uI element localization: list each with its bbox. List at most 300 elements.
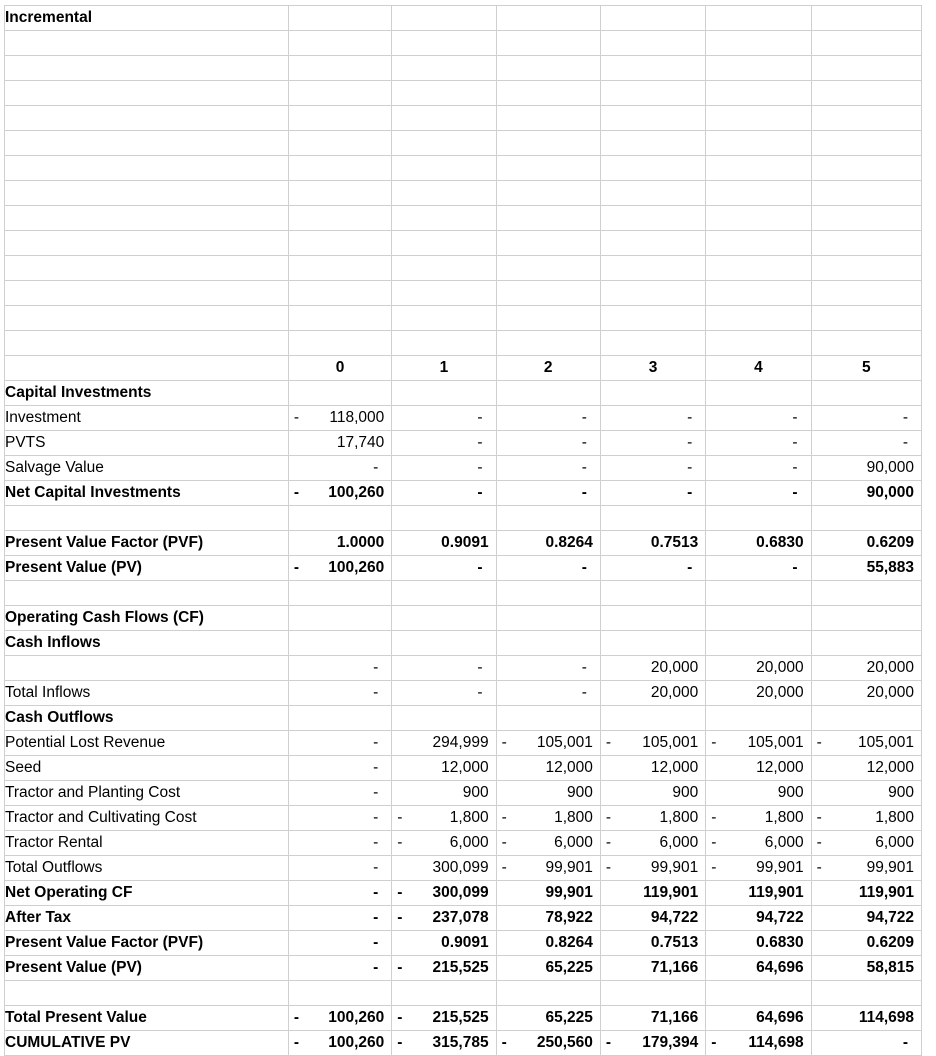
zero-value-cell[interactable] bbox=[288, 781, 391, 806]
empty-cell[interactable] bbox=[706, 231, 811, 256]
cell-value: - bbox=[792, 559, 798, 576]
row-label-empty[interactable] bbox=[5, 356, 289, 381]
empty-cell[interactable] bbox=[496, 306, 600, 331]
empty-cell[interactable] bbox=[811, 381, 921, 406]
zero-value-cell[interactable] bbox=[706, 481, 811, 506]
value-cell[interactable] bbox=[811, 856, 921, 881]
empty-cell[interactable] bbox=[706, 181, 811, 206]
empty-cell[interactable] bbox=[496, 706, 600, 731]
empty-cell[interactable] bbox=[811, 631, 921, 656]
value-cell[interactable] bbox=[706, 806, 811, 831]
empty-cell[interactable] bbox=[496, 231, 600, 256]
row-label[interactable]: Total Inflows bbox=[5, 681, 289, 706]
value-cell[interactable] bbox=[706, 781, 811, 806]
value-cell[interactable] bbox=[600, 656, 705, 681]
value-cell[interactable] bbox=[392, 1006, 496, 1031]
value-cell[interactable] bbox=[706, 656, 811, 681]
empty-cell[interactable] bbox=[496, 206, 600, 231]
zero-value-cell[interactable] bbox=[288, 656, 391, 681]
empty-cell[interactable] bbox=[496, 506, 600, 531]
empty-cell[interactable] bbox=[392, 206, 496, 231]
value-cell[interactable] bbox=[392, 881, 496, 906]
zero-value-cell[interactable] bbox=[811, 1031, 921, 1056]
empty-cell[interactable] bbox=[600, 306, 705, 331]
empty-cell[interactable] bbox=[5, 206, 289, 231]
value-cell[interactable] bbox=[288, 556, 391, 581]
empty-cell[interactable] bbox=[706, 81, 811, 106]
value-cell[interactable] bbox=[496, 781, 600, 806]
empty-cell[interactable] bbox=[288, 306, 391, 331]
value-cell[interactable] bbox=[706, 906, 811, 931]
value-cell[interactable] bbox=[811, 781, 921, 806]
zero-value-cell[interactable] bbox=[392, 431, 496, 456]
period-header-cell[interactable] bbox=[706, 356, 811, 381]
empty-cell[interactable] bbox=[496, 281, 600, 306]
zero-value-cell[interactable] bbox=[392, 556, 496, 581]
empty-cell[interactable] bbox=[496, 156, 600, 181]
empty-cell[interactable] bbox=[392, 106, 496, 131]
row-label[interactable]: Tractor Rental bbox=[5, 831, 289, 856]
empty-cell[interactable] bbox=[392, 231, 496, 256]
empty-cell[interactable] bbox=[5, 106, 289, 131]
empty-cell[interactable] bbox=[496, 81, 600, 106]
empty-cell[interactable] bbox=[288, 106, 391, 131]
empty-cell[interactable] bbox=[288, 506, 391, 531]
empty-cell[interactable] bbox=[811, 206, 921, 231]
value-cell[interactable] bbox=[811, 456, 921, 481]
empty-cell[interactable] bbox=[706, 31, 811, 56]
empty-cell[interactable] bbox=[288, 281, 391, 306]
zero-value-cell[interactable] bbox=[392, 656, 496, 681]
value-cell[interactable] bbox=[496, 931, 600, 956]
empty-cell[interactable] bbox=[811, 606, 921, 631]
empty-cell[interactable] bbox=[392, 181, 496, 206]
value-cell[interactable] bbox=[600, 531, 705, 556]
empty-cell[interactable] bbox=[496, 31, 600, 56]
empty-cell[interactable] bbox=[392, 56, 496, 81]
value-cell[interactable] bbox=[288, 481, 391, 506]
row-label[interactable]: Capital Investments bbox=[5, 381, 289, 406]
zero-value-cell[interactable] bbox=[496, 456, 600, 481]
empty-cell[interactable] bbox=[600, 81, 705, 106]
empty-cell[interactable] bbox=[496, 631, 600, 656]
zero-value-cell[interactable] bbox=[811, 406, 921, 431]
empty-cell[interactable] bbox=[288, 6, 391, 31]
row-label[interactable]: Tractor and Planting Cost bbox=[5, 781, 289, 806]
zero-value-cell[interactable] bbox=[496, 656, 600, 681]
empty-cell[interactable] bbox=[706, 606, 811, 631]
value-cell[interactable] bbox=[811, 906, 921, 931]
value-cell[interactable] bbox=[496, 956, 600, 981]
empty-cell[interactable] bbox=[811, 281, 921, 306]
empty-cell[interactable] bbox=[706, 256, 811, 281]
zero-value-cell[interactable] bbox=[496, 431, 600, 456]
empty-cell[interactable] bbox=[600, 706, 705, 731]
cell-value: 0.8264 bbox=[545, 934, 593, 951]
empty-cell[interactable] bbox=[600, 281, 705, 306]
zero-value-cell[interactable] bbox=[496, 556, 600, 581]
row-label[interactable]: Total Outflows bbox=[5, 856, 289, 881]
value-cell[interactable] bbox=[496, 831, 600, 856]
empty-cell[interactable] bbox=[5, 181, 289, 206]
empty-cell[interactable] bbox=[811, 56, 921, 81]
empty-cell[interactable] bbox=[706, 581, 811, 606]
empty-cell[interactable] bbox=[5, 256, 289, 281]
empty-cell[interactable] bbox=[811, 106, 921, 131]
period-header-cell[interactable] bbox=[496, 356, 600, 381]
value-cell[interactable] bbox=[392, 906, 496, 931]
row-label[interactable]: Potential Lost Revenue bbox=[5, 731, 289, 756]
value-cell[interactable] bbox=[811, 531, 921, 556]
cell-value: 20,000 bbox=[866, 684, 914, 701]
zero-value-cell[interactable] bbox=[392, 406, 496, 431]
row-label[interactable]: Seed bbox=[5, 756, 289, 781]
cell-value: - bbox=[373, 859, 379, 876]
value-cell[interactable] bbox=[288, 1006, 391, 1031]
value-cell[interactable] bbox=[706, 531, 811, 556]
zero-value-cell[interactable] bbox=[600, 431, 705, 456]
zero-value-cell[interactable] bbox=[288, 881, 391, 906]
empty-cell[interactable] bbox=[706, 706, 811, 731]
empty-cell[interactable] bbox=[5, 281, 289, 306]
zero-value-cell[interactable] bbox=[288, 956, 391, 981]
value-cell[interactable] bbox=[706, 731, 811, 756]
empty-cell[interactable] bbox=[811, 81, 921, 106]
empty-cell[interactable] bbox=[600, 581, 705, 606]
zero-value-cell[interactable] bbox=[600, 456, 705, 481]
value-cell[interactable] bbox=[496, 1006, 600, 1031]
row-label[interactable]: After Tax bbox=[5, 906, 289, 931]
empty-cell[interactable] bbox=[600, 56, 705, 81]
empty-cell[interactable] bbox=[600, 981, 705, 1006]
empty-cell[interactable] bbox=[811, 256, 921, 281]
zero-value-cell[interactable] bbox=[392, 681, 496, 706]
value-cell[interactable] bbox=[392, 731, 496, 756]
empty-cell[interactable] bbox=[600, 156, 705, 181]
empty-cell[interactable] bbox=[811, 581, 921, 606]
empty-cell[interactable] bbox=[600, 181, 705, 206]
empty-cell[interactable] bbox=[5, 156, 289, 181]
empty-cell[interactable] bbox=[496, 981, 600, 1006]
empty-cell[interactable] bbox=[706, 631, 811, 656]
empty-cell[interactable] bbox=[496, 581, 600, 606]
value-cell[interactable] bbox=[811, 556, 921, 581]
row-label[interactable]: Incremental bbox=[5, 6, 289, 31]
value-cell[interactable] bbox=[811, 881, 921, 906]
empty-cell[interactable] bbox=[392, 506, 496, 531]
row-label[interactable]: Investment bbox=[5, 406, 289, 431]
period-header-cell[interactable] bbox=[392, 356, 496, 381]
empty-cell[interactable] bbox=[600, 131, 705, 156]
value-cell[interactable] bbox=[706, 681, 811, 706]
empty-cell[interactable] bbox=[392, 381, 496, 406]
value-cell[interactable] bbox=[392, 1031, 496, 1056]
empty-cell[interactable] bbox=[288, 131, 391, 156]
row-label[interactable]: Operating Cash Flows (CF) bbox=[5, 606, 289, 631]
empty-cell[interactable] bbox=[811, 231, 921, 256]
zero-value-cell[interactable] bbox=[288, 831, 391, 856]
value-cell[interactable] bbox=[811, 656, 921, 681]
empty-cell[interactable] bbox=[811, 181, 921, 206]
zero-value-cell[interactable] bbox=[392, 481, 496, 506]
empty-cell[interactable] bbox=[288, 581, 391, 606]
empty-cell[interactable] bbox=[706, 106, 811, 131]
value-cell[interactable] bbox=[392, 781, 496, 806]
zero-value-cell[interactable] bbox=[288, 731, 391, 756]
empty-cell[interactable] bbox=[288, 156, 391, 181]
empty-cell[interactable] bbox=[706, 6, 811, 31]
operating-cash-flows-section bbox=[5, 606, 922, 631]
empty-cell[interactable] bbox=[600, 231, 705, 256]
row-label[interactable]: Present Value (PV) bbox=[5, 956, 289, 981]
zero-value-cell[interactable] bbox=[288, 806, 391, 831]
zero-value-cell[interactable] bbox=[706, 456, 811, 481]
value-cell[interactable] bbox=[706, 856, 811, 881]
value-cell[interactable] bbox=[288, 531, 391, 556]
row-label[interactable]: Present Value Factor (PVF) bbox=[5, 931, 289, 956]
row-label[interactable]: Net Capital Investments bbox=[5, 481, 289, 506]
value-cell[interactable] bbox=[288, 406, 391, 431]
empty-cell[interactable] bbox=[496, 106, 600, 131]
cell-value: 20,000 bbox=[650, 684, 699, 701]
value-cell[interactable] bbox=[392, 856, 496, 881]
empty-cell[interactable] bbox=[811, 6, 921, 31]
empty-cell[interactable] bbox=[288, 231, 391, 256]
value-cell[interactable] bbox=[706, 1031, 811, 1056]
empty-cell[interactable] bbox=[392, 581, 496, 606]
row-label-empty[interactable] bbox=[5, 581, 289, 606]
empty-cell[interactable] bbox=[392, 281, 496, 306]
row-label[interactable]: Total Present Value bbox=[5, 1006, 289, 1031]
row-label[interactable]: Net Operating CF bbox=[5, 881, 289, 906]
empty-cell[interactable] bbox=[811, 156, 921, 181]
zero-value-cell[interactable] bbox=[811, 431, 921, 456]
value-cell[interactable] bbox=[600, 931, 705, 956]
zero-value-cell[interactable] bbox=[288, 456, 391, 481]
row-label[interactable]: CUMULATIVE PV bbox=[5, 1031, 289, 1056]
empty-cell[interactable] bbox=[288, 706, 391, 731]
value-cell[interactable] bbox=[706, 756, 811, 781]
value-cell[interactable] bbox=[600, 806, 705, 831]
value-cell[interactable] bbox=[496, 906, 600, 931]
zero-value-cell[interactable] bbox=[392, 456, 496, 481]
empty-cell[interactable] bbox=[600, 206, 705, 231]
value-cell[interactable] bbox=[706, 931, 811, 956]
value-cell[interactable] bbox=[392, 831, 496, 856]
value-cell[interactable] bbox=[811, 931, 921, 956]
value-cell[interactable] bbox=[811, 806, 921, 831]
empty-cell[interactable] bbox=[811, 306, 921, 331]
empty-cell[interactable] bbox=[600, 606, 705, 631]
row-label-empty[interactable] bbox=[5, 981, 289, 1006]
value-cell[interactable] bbox=[600, 906, 705, 931]
value-cell[interactable] bbox=[392, 956, 496, 981]
empty-cell[interactable] bbox=[706, 981, 811, 1006]
zero-value-cell[interactable] bbox=[496, 406, 600, 431]
empty-cell[interactable] bbox=[5, 231, 289, 256]
empty-cell[interactable] bbox=[811, 506, 921, 531]
zero-value-cell[interactable] bbox=[600, 481, 705, 506]
row-label[interactable]: Present Value (PV) bbox=[5, 556, 289, 581]
empty-cell[interactable] bbox=[496, 331, 600, 356]
zero-value-cell[interactable] bbox=[288, 681, 391, 706]
empty-cell[interactable] bbox=[706, 206, 811, 231]
empty-cell[interactable] bbox=[811, 331, 921, 356]
value-cell[interactable] bbox=[600, 781, 705, 806]
row-label[interactable]: PVTS bbox=[5, 431, 289, 456]
zero-value-cell[interactable] bbox=[288, 906, 391, 931]
value-cell[interactable] bbox=[600, 1006, 705, 1031]
empty-cell[interactable] bbox=[706, 506, 811, 531]
zero-value-cell[interactable] bbox=[706, 406, 811, 431]
empty-cell[interactable] bbox=[496, 381, 600, 406]
zero-value-cell[interactable] bbox=[600, 406, 705, 431]
empty-cell[interactable] bbox=[811, 31, 921, 56]
row-label-empty[interactable] bbox=[5, 506, 289, 531]
zero-value-cell[interactable] bbox=[288, 856, 391, 881]
value-cell[interactable] bbox=[706, 831, 811, 856]
empty-cell[interactable] bbox=[496, 6, 600, 31]
empty-cell[interactable] bbox=[811, 981, 921, 1006]
empty-cell[interactable] bbox=[392, 706, 496, 731]
value-cell[interactable] bbox=[600, 956, 705, 981]
empty-cell[interactable] bbox=[496, 256, 600, 281]
value-cell[interactable] bbox=[811, 831, 921, 856]
empty-cell[interactable] bbox=[496, 606, 600, 631]
row-label[interactable]: Salvage Value bbox=[5, 456, 289, 481]
value-cell[interactable] bbox=[392, 931, 496, 956]
row-label-empty[interactable] bbox=[5, 656, 289, 681]
empty-cell[interactable] bbox=[392, 156, 496, 181]
row-label[interactable]: Tractor and Cultivating Cost bbox=[5, 806, 289, 831]
empty-cell[interactable] bbox=[392, 256, 496, 281]
value-cell[interactable] bbox=[496, 731, 600, 756]
empty-cell[interactable] bbox=[706, 281, 811, 306]
empty-cell[interactable] bbox=[496, 131, 600, 156]
empty-cell[interactable] bbox=[5, 81, 289, 106]
zero-value-cell[interactable] bbox=[706, 556, 811, 581]
row-label[interactable]: Cash Inflows bbox=[5, 631, 289, 656]
empty-cell[interactable] bbox=[706, 131, 811, 156]
period-header-cell[interactable] bbox=[811, 356, 921, 381]
empty-cell[interactable] bbox=[706, 381, 811, 406]
empty-cell[interactable] bbox=[706, 56, 811, 81]
value-cell[interactable] bbox=[600, 831, 705, 856]
empty-cell[interactable] bbox=[392, 31, 496, 56]
row-label[interactable]: Cash Outflows bbox=[5, 706, 289, 731]
zero-value-cell[interactable] bbox=[600, 556, 705, 581]
value-cell[interactable] bbox=[392, 806, 496, 831]
empty-cell[interactable] bbox=[288, 56, 391, 81]
empty-cell[interactable] bbox=[706, 156, 811, 181]
value-cell[interactable] bbox=[600, 731, 705, 756]
value-cell[interactable] bbox=[706, 881, 811, 906]
value-cell[interactable] bbox=[811, 1006, 921, 1031]
value-cell[interactable] bbox=[811, 731, 921, 756]
empty-cell[interactable] bbox=[288, 256, 391, 281]
empty-cell[interactable] bbox=[5, 306, 289, 331]
empty-cell[interactable] bbox=[5, 56, 289, 81]
empty-cell[interactable] bbox=[392, 131, 496, 156]
empty-cell[interactable] bbox=[600, 381, 705, 406]
empty-cell[interactable] bbox=[496, 56, 600, 81]
empty-cell[interactable] bbox=[706, 331, 811, 356]
empty-cell[interactable] bbox=[600, 31, 705, 56]
value-cell[interactable] bbox=[288, 1031, 391, 1056]
value-cell[interactable] bbox=[496, 856, 600, 881]
empty-cell[interactable] bbox=[288, 606, 391, 631]
value-cell[interactable] bbox=[811, 681, 921, 706]
value-cell[interactable] bbox=[811, 756, 921, 781]
value-cell[interactable] bbox=[600, 1031, 705, 1056]
value-cell[interactable] bbox=[706, 956, 811, 981]
zero-value-cell[interactable] bbox=[288, 756, 391, 781]
value-cell[interactable] bbox=[811, 956, 921, 981]
value-cell[interactable] bbox=[600, 881, 705, 906]
empty-cell[interactable] bbox=[392, 631, 496, 656]
empty-cell[interactable] bbox=[288, 81, 391, 106]
value-cell[interactable] bbox=[706, 1006, 811, 1031]
value-cell[interactable] bbox=[496, 756, 600, 781]
period-header-cell[interactable] bbox=[600, 356, 705, 381]
empty-cell[interactable] bbox=[288, 31, 391, 56]
empty-cell[interactable] bbox=[706, 306, 811, 331]
zero-value-cell[interactable] bbox=[288, 931, 391, 956]
value-cell[interactable] bbox=[392, 531, 496, 556]
empty-cell[interactable] bbox=[5, 131, 289, 156]
value-cell[interactable] bbox=[600, 681, 705, 706]
empty-cell[interactable] bbox=[5, 31, 289, 56]
value-cell[interactable] bbox=[392, 756, 496, 781]
value-cell[interactable] bbox=[496, 1031, 600, 1056]
empty-cell[interactable] bbox=[392, 81, 496, 106]
empty-cell[interactable] bbox=[5, 331, 289, 356]
empty-cell[interactable] bbox=[392, 606, 496, 631]
value-cell[interactable] bbox=[496, 531, 600, 556]
empty-cell[interactable] bbox=[811, 706, 921, 731]
empty-cell[interactable] bbox=[600, 506, 705, 531]
value-cell[interactable] bbox=[600, 856, 705, 881]
empty-cell[interactable] bbox=[811, 131, 921, 156]
empty-cell[interactable] bbox=[600, 331, 705, 356]
empty-cell[interactable] bbox=[288, 206, 391, 231]
value-cell[interactable] bbox=[288, 431, 391, 456]
empty-cell[interactable] bbox=[600, 256, 705, 281]
value-cell[interactable] bbox=[811, 481, 921, 506]
zero-value-cell[interactable] bbox=[496, 481, 600, 506]
row-label[interactable]: Present Value Factor (PVF) bbox=[5, 531, 289, 556]
empty-cell[interactable] bbox=[288, 381, 391, 406]
period-header-cell[interactable] bbox=[288, 356, 391, 381]
empty-cell[interactable] bbox=[600, 631, 705, 656]
empty-cell[interactable] bbox=[288, 181, 391, 206]
zero-value-cell[interactable] bbox=[496, 681, 600, 706]
value-cell[interactable] bbox=[600, 756, 705, 781]
empty-cell[interactable] bbox=[496, 181, 600, 206]
empty-cell[interactable] bbox=[392, 306, 496, 331]
empty-cell[interactable] bbox=[288, 981, 391, 1006]
empty-cell[interactable] bbox=[288, 331, 391, 356]
empty-cell[interactable] bbox=[600, 6, 705, 31]
value-cell[interactable] bbox=[496, 806, 600, 831]
zero-value-cell[interactable] bbox=[706, 431, 811, 456]
empty-cell[interactable] bbox=[288, 631, 391, 656]
empty-cell[interactable] bbox=[392, 981, 496, 1006]
empty-cell[interactable] bbox=[600, 106, 705, 131]
empty-cell[interactable] bbox=[392, 6, 496, 31]
value-cell[interactable] bbox=[496, 881, 600, 906]
empty-cell[interactable] bbox=[392, 331, 496, 356]
